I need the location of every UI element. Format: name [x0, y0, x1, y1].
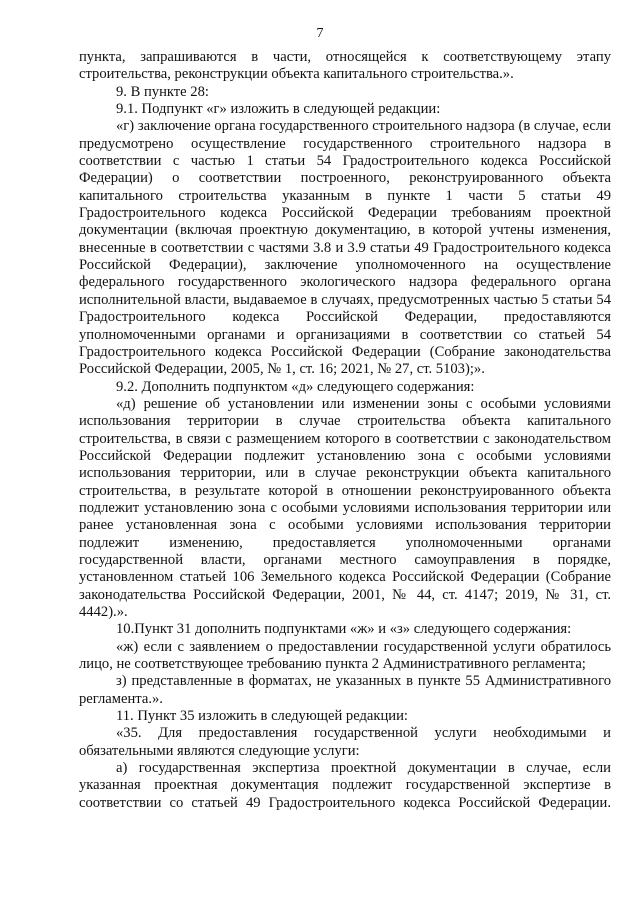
- paragraph-subitem-a: а) государственная экспертиза проектной документации в случае, если указанная проектная документация подлежит государственной экспертизе в соответствии со статьей 49 Градостроительного кодекса Российской Федерации.: [79, 760, 611, 811]
- paragraph-item-9-1: 9.1. Подпункт «г» изложить в следующей редакции:: [116, 101, 441, 118]
- paragraph-item-9: 9. В пункте 28:: [116, 83, 209, 100]
- paragraph-subitem-z: з) представленные в форматах, не указанных в пункте 55 Административного регламента.».: [79, 673, 611, 707]
- paragraph-subitem-g: «г) заключение органа государственного строительного надзора (в случае, если предусмотрено осуществление государственного строительного надзора в соответствии с частью 1 статьи 54 Градостроительного кодекса Российской Федерации) о соответствии построенного, реконструированного объекта капитального строительства указанным в пункте 1 части 5 статьи 49 Градостроительного кодекса Российской Федерации требованиям проектной документации (включая проектную документацию, в которой учтены изменения, внесенные в соответствии с частями 3.8 и 3.9 статьи 49 Градостроительного кодекса Российской Федерации), заключение уполномоченного на осуществление федерального государственного экологического надзора федерального органа исполнительной власти, выдаваемое в случаях, предусмотренных частью 5 статьи 54 Градостроительного кодекса Российской Федерации, предоставляются уполномоченными органами и организациями в соответствии со статьей 54 Градостроительного кодекса Российской Федерации (Собрание законодательства Российской Федерации, 2005, № 1, ст. 16; 2021, № 27, ст. 5103);».: [79, 118, 611, 378]
- page-number: 7: [316, 26, 324, 41]
- paragraph-item-9-2: 9.2. Дополнить подпунктом «д» следующего содержания:: [116, 378, 475, 395]
- paragraph-subitem-d: «д) решение об установлении или изменении зоны с особыми условиями использования территории в случае строительства объекта капитального строительства, в связи с размещением которого в соответствии с законодательством Российской Федерации подлежит установлению зона с особыми условиями использования территории, или в случае реконструкции объекта капитального строительства, в результате которой в отношении реконструированного объекта подлежит установлению зона с особыми условиями использования территории или ранее установленная зона с особыми условиями использования территории подлежит изменению, предоставляется уполномоченными органами государственной власти, органами местного самоуправления в порядке, установленном статьей 106 Земельного кодекса Российской Федерации (Собрание законодательства Российской Федерации, 2001, № 44, ст. 4147; 2019, № 31, ст. 4442).».: [79, 395, 611, 620]
- paragraph-subitem-zh: «ж) если с заявлением о предоставлении государственной услуги обратилось лицо, не соответствующее требованию пункта 2 Административного регламента;: [79, 638, 611, 673]
- document-body: [79, 49, 611, 812]
- paragraph-item-11: 11. Пункт 35 изложить в следующей редакции:: [116, 708, 408, 725]
- paragraph-continuation: пункта, запрашиваются в части, относящейся к соответствующему этапу строительства, реконструкции объекта капитального строительства.».: [79, 49, 611, 83]
- paragraph-item-10: 10.Пункт 31 дополнить подпунктами «ж» и «з» следующего содержания:: [116, 621, 572, 638]
- paragraph-item-35: «35. Для предоставления государственной услуги необходимыми и обязательными являются следующие услуги:: [79, 725, 611, 759]
